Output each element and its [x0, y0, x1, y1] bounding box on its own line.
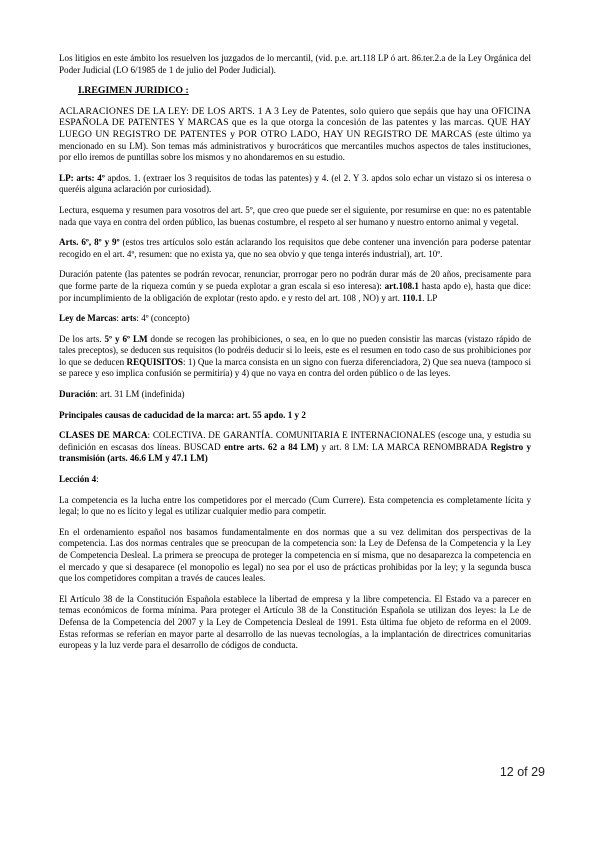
paragraph-clases-marca: CLASES DE MARCA: COLECTIVA. DE GARANTÍA. COMUNITARIA E INTERNACIONALES (escoge una, y estudia su definición en escasas dos líneas. BUSCAD entre arts. 62 a 84 LM) y art. 8 LM: LA MARCA RENOMBRADA Registro y transmisión (arts. 46.6 LM y 47.1 LM) — [59, 430, 531, 464]
paragraph-ordenamiento: En el ordenamiento español nos basamos fundamentalmente en dos normas que a su vez delimitan dos perspectivas de la competencia. Las dos normas centrales que se preocupan de la competencia son: la Ley de Defensa de la Competencia y la Ley de Competencia Desleal. La primera se preocupa de proteger la competencia en sí misma, que no desaparezca la competencia en el mercado y que si desaparece (el monopolio es legal) no sea por el uso de prácticas prohibidas por la ley; y la segunda busca que los competidores compitan a través de cauces leales. — [59, 526, 531, 584]
paragraph-leccion-4: Lección 4: — [59, 474, 99, 485]
paragraph-caducidad: Principales causas de caducidad de la marca: art. 55 apdo. 1 y 2 — [59, 409, 306, 420]
paragraph-ley-marcas: Ley de Marcas: arts: 4º (concepto) — [59, 313, 190, 324]
page-content — [59, 53, 531, 661]
paragraph-jurisdiction: Los litigios en este ámbito los resuelven los juzgados de lo mercantil, (vid. p.e. art.118 LP ó art. 86.ter.2.a de la Ley Orgánica del Poder Judicial (LO 6/1985 de 1 de julio del Poder Judicial). — [59, 53, 531, 75]
paragraph-art5: Lectura, esquema y resumen para vosotros del art. 5º, que creo que puede ser el siguiente, por resumirse en que: no es patentable nada que vaya en contra del orden público, las buenas costumbre, el respeto al ser humano y nuestro entorno animal y vegetal. — [59, 204, 531, 227]
paragraph-competencia: La competencia es la lucha entre los competidores por el mercado (Cum Currere). Esta competencia es completamente lícita y legal; lo que no es lícito y legal es utilizar cualquier medio para competir. — [59, 494, 531, 517]
paragraph-prohibiciones: De los arts. 5º y 6º LM donde se recogen las prohibiciones, o sea, en lo que no pueden consistir las marcas (vistazo rápido de tales preceptos), se deducen sus requisitos (lo podréis deducir si lo leeis, este es el resumen en todo caso de sus prohibiciones por lo que se deducen REQUISITOS: 1) Que la marca consista en un signo con fuerza diferenciadora, 2) Que sea nueva (tampoco si se parece y eso implica confusión se permitiría) y 4) que no vaya en contra del orden público o de las leyes. — [59, 333, 532, 379]
paragraph-aclaraciones: ACLARACIONES DE LA LEY: DE LOS ARTS. 1 A 3 Ley de Patentes, solo quiero que sepáis que hay una OFICINA ESPAÑOLA DE PATENTES Y MARCAS que es la que otorga la concesión de las patentes y las marcas. QUE HAY LUEGO UN REGISTRO DE PATENTES y POR OTRO LADO, HAY UN REGISTRO DE MARCAS (este último ya mencionado en su LM). Son temas más administrativos y burocráticos que mercantiles muchos aspectos de tales instituciones, por ello iremos de puntillas sobre los mismos y no ahondaremos en su estudio. — [59, 105, 531, 163]
paragraph-arts-6-8-9: Arts. 6º, 8º y 9º (estos tres artículos solo están aclarando los requisitos que debe contener una invención para poderse patentar recogido en el art. 4º, resumen: que no exista ya, que no sea obvio y que tenga interés industrial), art. 10º. — [59, 237, 531, 259]
paragraph-duracion-marca: Duración: art. 31 LM (indefinida) — [59, 389, 185, 400]
page-number: 12 of 29 — [499, 765, 545, 779]
section-heading-regimen-juridico: I.REGIMEN JURIDICO : — [78, 85, 189, 97]
paragraph-articulo-38: El Artículo 38 de la Constitución Española establece la libertad de empresa y la libre competencia. El Estado va a parecer en temas económicos de forma mínima. Para proteger el Artículo 38 de la Constitución Española se utilizan dos leyes: la Le de Defensa de la Competencia del 2007 y la Ley de Competencia Desleal de 1991. Esta última fue objeto de reforma en el 2009. Estas reformas se referían en mayor parte al desarrollo de las nuevas tecnologías, a la implantación de directrices comunitarias europeas y la luz verde para el desarrollo de códigos de conducta. — [59, 593, 531, 651]
paragraph-lp-arts: LP: arts: 4º apdos. 1. (extraer los 3 requisitos de todas las patentes) y 4. (el 2. Y 3. apdos solo echar un vistazo si os interesa o queréis alguna aclaración por curiosidad). — [59, 172, 531, 195]
paragraph-duracion-patente: Duración patente (las patentes se podrán revocar, renunciar, prorrogar pero no podrán durar más de 20 años, precisamente para que forme parte de la riqueza común y se pueda explotar a gran escala si eso interesa): art.108.1 hasta apdo e), hasta que dice: por incumplimiento de la obligación de explotar (resto apdo. e y resto del art. 108 , NO) y art. 110.1. LP — [59, 269, 532, 303]
